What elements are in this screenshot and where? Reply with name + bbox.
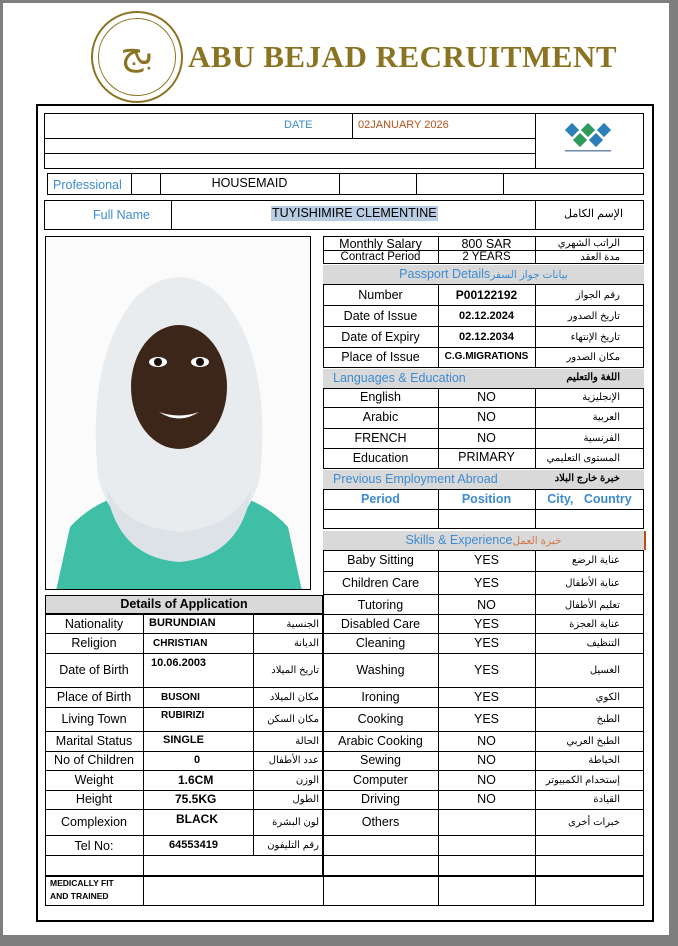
medical-status-line1: MEDICALLY FIT [50, 878, 114, 888]
application-row-value: 1.6CM [178, 773, 214, 787]
date-label: DATE [284, 119, 313, 131]
monthly-salary-label: Monthly Salary [339, 237, 422, 251]
skill-row-label: Baby Sitting [347, 553, 414, 567]
skill-row-label: Computer [353, 773, 408, 787]
skill-row-label: Tutoring [357, 598, 404, 612]
application-row-label: Complexion [60, 815, 127, 829]
language-row-value: NO [477, 410, 496, 424]
skill-row-label: Others [361, 815, 400, 829]
application-row-value: BLACK [176, 812, 218, 826]
contract-period-ar: مدة العقد [580, 252, 620, 263]
skill-row-ar: التنظيف [586, 638, 620, 649]
skill-row-ar: تعليم الأطفال [564, 600, 620, 611]
skill-row-value: YES [473, 617, 499, 631]
skill-row-ar: الطبخ [596, 714, 620, 725]
application-row-label: Place of Birth [56, 690, 132, 704]
date-value: 02JANUARY 2026 [358, 119, 449, 131]
skill-row-value: NO [477, 773, 496, 787]
languages-heading: Languages & Education [333, 371, 466, 385]
application-row-label: No of Children [54, 753, 134, 767]
passport-row-ar: مكان الصدور [566, 352, 620, 363]
application-heading: Details of Application [120, 597, 248, 611]
skill-row-ar: عناية الأطفال [565, 578, 620, 589]
language-row-ar: العربية [592, 412, 620, 423]
skill-row-ar: إستخدام الكمبيوتر [545, 775, 620, 786]
skill-row-label: Children Care [341, 576, 420, 590]
application-row-value: 75.5KG [175, 792, 217, 806]
passport-heading: Passport Detailsبيانات جواز السفر [399, 267, 568, 281]
monthly-salary-value: 800 SAR [461, 237, 512, 251]
skill-row-ar: الطبخ العربي [566, 736, 620, 747]
skill-row-label: Ironing [361, 690, 400, 704]
skill-row-value: YES [473, 663, 499, 677]
passport-row-label: Number [358, 288, 403, 302]
skill-row-ar: عناية العجزة [569, 619, 620, 630]
cooperation-logo [563, 121, 613, 155]
application-row-ar: تاريخ الميلاد [271, 665, 319, 676]
application-row-ar: مكان الميلاد [269, 692, 319, 703]
language-row-label: English [360, 390, 401, 404]
employment-col-city: City, Country [547, 492, 632, 506]
contract-period-value: 2 YEARS [462, 251, 511, 263]
skill-row-value: NO [477, 753, 496, 767]
application-row-label: Nationality [64, 617, 124, 631]
passport-row-value: P00122192 [455, 288, 518, 302]
application-row-label: Living Town [61, 712, 127, 726]
application-row-value: 0 [194, 754, 201, 766]
skill-row-label: Washing [356, 663, 405, 677]
professional-value: HOUSEMAID [211, 176, 288, 190]
language-row-value: NO [477, 431, 496, 445]
monthly-salary-ar: الراتب الشهري [557, 238, 620, 249]
application-row-value: CHRISTIAN [153, 638, 208, 649]
passport-row-ar: رقم الجواز [575, 290, 620, 301]
application-row-value: RUBIRIZI [161, 710, 205, 721]
logo-glyph: بج [120, 32, 154, 73]
skill-row-value: NO [477, 792, 496, 806]
skill-row-label: Cleaning [355, 636, 406, 650]
application-row-ar: مكان السكن [267, 714, 319, 725]
employment-col-position: Position [461, 492, 512, 506]
employment-heading: Previous Employment Abroad [333, 472, 498, 486]
language-row-label: FRENCH [354, 431, 407, 445]
skill-row-ar: الخياطة [588, 755, 620, 766]
skill-row-value: NO [477, 598, 496, 612]
skill-row-ar: الغسيل [589, 665, 620, 676]
full-name-ar: الإسم الكامل [564, 208, 623, 220]
skills-heading: Skills & Experienceخبرة العمل [405, 533, 562, 547]
application-row-ar: الوزن [295, 775, 319, 786]
passport-row-value: 02.12.2034 [458, 331, 515, 343]
language-row-ar: المستوى التعليمي [546, 453, 620, 464]
skill-row-label: Cooking [357, 712, 404, 726]
skill-row-ar: خبرات أخرى [568, 817, 620, 828]
skill-row-value: YES [473, 636, 499, 650]
application-row-value: SINGLE [163, 734, 204, 746]
application-row-value: 64553419 [169, 839, 218, 851]
application-row-value: BUSONI [161, 692, 200, 703]
skill-row-value: YES [473, 553, 499, 567]
language-row-ar: الإنجليزية [582, 392, 620, 403]
agency-logo [91, 11, 183, 103]
employment-col-period: Period [361, 492, 400, 506]
skill-row-label: Disabled Care [340, 617, 421, 631]
skill-row-label: Driving [361, 792, 400, 806]
language-row-value: NO [477, 390, 496, 404]
passport-row-ar: تاريخ الصدور [567, 311, 620, 322]
passport-row-ar: تاريخ الإنتهاء [570, 332, 620, 343]
full-name-label: Full Name [93, 208, 150, 222]
application-row-label: Marital Status [55, 734, 133, 748]
skill-row-value: YES [473, 690, 499, 704]
professional-label: Professional [53, 178, 122, 192]
application-row-ar: لون البشرة [272, 817, 319, 828]
skill-row-value: YES [473, 576, 499, 590]
application-row-label: Tel No: [74, 839, 114, 853]
language-row-label: Arabic [362, 410, 399, 424]
skill-row-ar: القيادة [593, 794, 620, 805]
contract-period-label: Contract Period [340, 251, 421, 263]
application-row-ar: الطول [292, 794, 319, 805]
passport-row-label: Date of Issue [343, 309, 418, 323]
skill-row-label: Sewing [360, 753, 401, 767]
application-row-label: Date of Birth [59, 663, 129, 677]
skill-row-ar: الكوي [595, 692, 620, 703]
application-row-value: BURUNDIAN [149, 617, 216, 629]
medical-status-line2: AND TRAINED [50, 891, 109, 901]
skill-row-label: Arabic Cooking [338, 734, 423, 748]
language-row-ar: الفرنسية [583, 433, 620, 444]
footer-row [45, 876, 644, 906]
skill-row-value: NO [477, 734, 496, 748]
language-row-label: Education [352, 451, 409, 465]
full-name-value: TUYISHIMIRE CLEMENTINE [272, 206, 437, 220]
passport-row-value: 02.12.2024 [458, 310, 515, 322]
employment-heading-ar: خبرة خارج البلاد [554, 473, 620, 484]
passport-row-value: C.G.MIGRATIONS [444, 351, 529, 362]
application-row-ar: الديانة [293, 638, 319, 649]
application-row-ar: الحالة [295, 736, 319, 747]
agency-title: ABU BEJAD RECRUITMENT [188, 39, 618, 74]
cv-page [3, 3, 669, 935]
application-row-value: 10.06.2003 [151, 657, 207, 669]
application-row-label: Height [75, 792, 113, 806]
applicant-photo [45, 236, 311, 590]
application-row-ar: رقم التليفون [267, 840, 319, 851]
passport-row-label: Place of Issue [341, 350, 420, 364]
professional-row [47, 173, 644, 195]
passport-row-label: Date of Expiry [341, 330, 420, 344]
languages-heading-ar: اللغة والتعليم [566, 372, 620, 383]
application-row-label: Weight [74, 773, 114, 787]
application-row-ar: عدد الأطفال [268, 755, 319, 766]
application-row-label: Religion [71, 636, 117, 650]
application-row-ar: الجنسية [286, 619, 319, 630]
language-row-value: PRIMARY [458, 450, 515, 464]
skill-row-ar: عناية الرضع [571, 555, 620, 566]
top-block [44, 113, 644, 169]
skill-row-value: YES [473, 712, 499, 726]
